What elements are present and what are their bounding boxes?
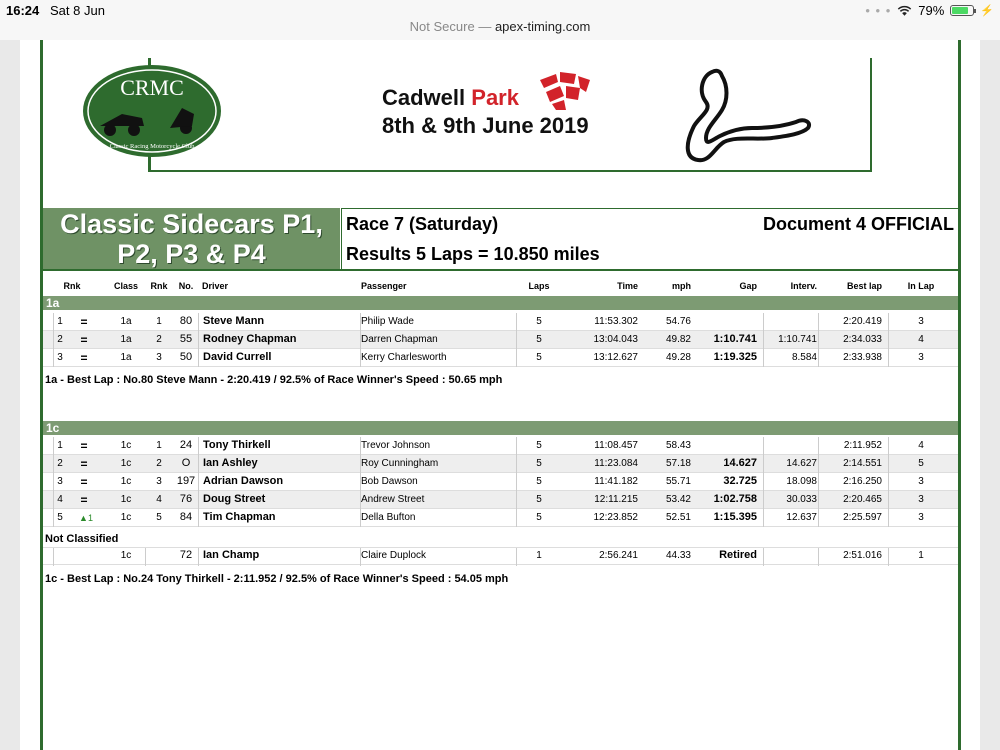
col-passenger: Passenger bbox=[361, 281, 407, 291]
row-gap: 14.627 bbox=[723, 457, 757, 469]
driver-name[interactable]: Steve Mann bbox=[203, 315, 265, 327]
passenger-name: Claire Duplock bbox=[361, 550, 427, 561]
row-class-rank: 1 bbox=[156, 440, 162, 451]
row-number: 84 bbox=[179, 511, 193, 523]
logo-subtitle: Classic Racing Motorcycle Club bbox=[109, 143, 195, 150]
row-best-lap: 2:20.465 bbox=[843, 494, 882, 505]
row-in-lap: 3 bbox=[918, 512, 924, 523]
row-time: 12:11.215 bbox=[594, 494, 638, 505]
row-best-lap: 2:16.250 bbox=[843, 476, 882, 487]
row-in-lap: 5 bbox=[918, 458, 924, 469]
row-gap: 1:19.325 bbox=[713, 351, 757, 363]
row-best-lap: 2:25.597 bbox=[843, 512, 882, 523]
row-interval: 1:10.741 bbox=[778, 334, 817, 345]
passenger-name: Bob Dawson bbox=[361, 476, 418, 487]
chequered-flag-icon bbox=[538, 72, 593, 110]
row-mph: 54.76 bbox=[665, 316, 691, 327]
multitask-dots-icon: • • • bbox=[865, 3, 892, 18]
row-number: 80 bbox=[179, 315, 193, 327]
passenger-name: Della Bufton bbox=[361, 512, 416, 523]
driver-name[interactable]: Tim Chapman bbox=[203, 511, 276, 523]
row-class: 1c bbox=[120, 550, 132, 561]
row-interval: 8.584 bbox=[791, 352, 817, 363]
logo-text: CRMC bbox=[120, 75, 184, 100]
row-gap: 32.725 bbox=[723, 475, 757, 487]
col-gap: Gap bbox=[739, 281, 757, 291]
position-change-icon: = bbox=[80, 351, 88, 365]
row-interval: 12.637 bbox=[786, 512, 817, 523]
address-bar[interactable] bbox=[0, 19, 1000, 34]
col-best-lap: Best lap bbox=[846, 281, 882, 291]
row-best-lap: 2:51.016 bbox=[843, 550, 882, 561]
passenger-name: Darren Chapman bbox=[361, 334, 438, 345]
frame-right bbox=[958, 40, 961, 750]
row-number: 55 bbox=[179, 333, 193, 345]
document-status: Document 4 OFFICIAL bbox=[762, 214, 954, 234]
col-no: No. bbox=[178, 281, 194, 291]
row-status: Retired bbox=[719, 549, 757, 561]
col-class: Class bbox=[113, 281, 139, 291]
row-position: 3 bbox=[57, 476, 63, 487]
row-gap: 1:02.758 bbox=[713, 493, 757, 505]
row-in-lap: 4 bbox=[918, 334, 924, 345]
row-mph: 53.42 bbox=[665, 494, 691, 505]
col-laps: Laps bbox=[528, 281, 550, 291]
class-group-header: 1c bbox=[43, 421, 958, 435]
race-name: Race 7 (Saturday) bbox=[346, 214, 499, 234]
position-change-icon: = bbox=[80, 475, 88, 489]
row-in-lap: 4 bbox=[918, 440, 924, 451]
row-time: 2:56.241 bbox=[599, 550, 638, 561]
col-interval: Interv. bbox=[790, 281, 817, 291]
row-mph: 55.71 bbox=[665, 476, 691, 487]
row-laps: 5 bbox=[536, 476, 542, 487]
row-class: 1a bbox=[120, 352, 132, 363]
row-interval: 18.098 bbox=[786, 476, 817, 487]
row-position: 1 bbox=[57, 316, 63, 327]
row-class-rank: 2 bbox=[156, 458, 162, 469]
row-class-rank: 4 bbox=[156, 494, 162, 505]
row-in-lap: 3 bbox=[918, 316, 924, 327]
browser-status-bar bbox=[0, 0, 1000, 40]
position-change-icon: = bbox=[80, 493, 88, 507]
position-change-icon: = bbox=[80, 457, 88, 471]
row-best-lap: 2:33.938 bbox=[843, 352, 882, 363]
url-host: apex-timing.com bbox=[494, 19, 591, 34]
passenger-name: Kerry Charlesworth bbox=[361, 352, 447, 363]
row-number: O bbox=[181, 457, 191, 469]
battery-icon bbox=[950, 5, 974, 16]
row-class-rank: 1 bbox=[156, 316, 162, 327]
position-change-icon: = bbox=[80, 333, 88, 347]
driver-name[interactable]: Adrian Dawson bbox=[203, 475, 284, 487]
crmc-logo bbox=[82, 64, 222, 158]
row-mph: 44.33 bbox=[665, 550, 691, 561]
row-class: 1c bbox=[120, 476, 132, 487]
row-laps: 5 bbox=[536, 440, 542, 451]
col-rnk: Rnk bbox=[63, 281, 81, 291]
row-position: 2 bbox=[57, 458, 63, 469]
best-lap-summary: 1a - Best Lap : No.80 Steve Mann - 2:20.419 / 92.5% of Race Winner's Speed : 50.65 mph bbox=[45, 374, 503, 386]
row-mph: 52.51 bbox=[665, 512, 691, 523]
charging-icon: ⚡ bbox=[980, 5, 994, 17]
col-driver: Driver bbox=[202, 281, 229, 291]
row-time: 13:04.043 bbox=[593, 334, 638, 345]
row-class: 1c bbox=[120, 512, 132, 523]
page-title: Classic Sidecars P1, P2, P3 & P4 bbox=[43, 208, 340, 269]
row-class-rank: 2 bbox=[156, 334, 162, 345]
divider bbox=[43, 269, 958, 271]
row-laps: 1 bbox=[536, 550, 542, 561]
row-in-lap: 1 bbox=[918, 550, 924, 561]
frame-left bbox=[40, 40, 43, 750]
row-time: 11:23.084 bbox=[594, 458, 638, 469]
table-row[interactable] bbox=[43, 455, 958, 473]
row-class: 1c bbox=[120, 458, 132, 469]
row-time: 11:53.302 bbox=[594, 316, 638, 327]
row-interval: 30.033 bbox=[786, 494, 817, 505]
row-number: 50 bbox=[179, 351, 193, 363]
row-position: 3 bbox=[57, 352, 63, 363]
row-class: 1c bbox=[120, 440, 132, 451]
row-time: 13:12.627 bbox=[593, 352, 638, 363]
row-number: 197 bbox=[176, 475, 196, 487]
row-gap: 1:10.741 bbox=[713, 333, 757, 345]
passenger-name: Andrew Street bbox=[361, 494, 425, 505]
row-position: 2 bbox=[57, 334, 63, 345]
driver-name[interactable]: Doug Street bbox=[203, 493, 266, 505]
class-group-header: 1a bbox=[43, 296, 958, 310]
row-best-lap: 2:34.033 bbox=[843, 334, 882, 345]
row-mph: 58.43 bbox=[665, 440, 691, 451]
row-in-lap: 3 bbox=[918, 476, 924, 487]
row-laps: 5 bbox=[536, 352, 542, 363]
passenger-name: Trevor Johnson bbox=[361, 440, 431, 451]
date: Sat 8 Jun bbox=[50, 3, 105, 18]
system-indicators bbox=[865, 3, 994, 18]
row-position: 1 bbox=[57, 440, 63, 451]
wifi-icon bbox=[897, 5, 912, 17]
col-in-lap: In Lap bbox=[907, 281, 935, 291]
row-best-lap: 2:11.952 bbox=[843, 440, 882, 451]
position-change-icon: = bbox=[80, 315, 88, 329]
row-class: 1c bbox=[120, 494, 132, 505]
race-distance: Results 5 Laps = 10.850 miles bbox=[346, 244, 600, 264]
driver-name[interactable]: Ian Champ bbox=[203, 549, 260, 561]
venue-title: Cadwell Park bbox=[382, 85, 519, 110]
battery-percent: 79% bbox=[918, 3, 945, 18]
best-lap-summary: 1c - Best Lap : No.24 Tony Thirkell - 2:11.952 / 92.5% of Race Winner's Speed : 54.05 mph bbox=[45, 573, 509, 585]
row-laps: 5 bbox=[536, 458, 542, 469]
row-number: 72 bbox=[179, 549, 193, 561]
clock: 16:24 bbox=[6, 3, 40, 18]
row-number: 76 bbox=[179, 493, 193, 505]
row-time: 12:23.852 bbox=[593, 512, 638, 523]
col-class-rnk: Rnk bbox=[150, 281, 168, 291]
row-class-rank: 5 bbox=[156, 512, 162, 523]
row-laps: 5 bbox=[536, 316, 542, 327]
position-up-icon: ▲1 bbox=[79, 513, 93, 523]
row-laps: 5 bbox=[536, 334, 542, 345]
row-mph: 49.82 bbox=[665, 334, 691, 345]
driver-name[interactable]: Ian Ashley bbox=[203, 457, 258, 469]
row-interval: 14.627 bbox=[786, 458, 817, 469]
row-laps: 5 bbox=[536, 512, 542, 523]
driver-name[interactable]: Tony Thirkell bbox=[203, 439, 271, 451]
driver-name[interactable]: David Currell bbox=[203, 351, 272, 363]
not-classified-label: Not Classified bbox=[45, 533, 119, 545]
event-dates: 8th & 9th June 2019 bbox=[382, 113, 589, 138]
row-number: 24 bbox=[179, 439, 193, 451]
row-position: 5 bbox=[57, 512, 63, 523]
row-in-lap: 3 bbox=[918, 494, 924, 505]
track-map-icon bbox=[676, 62, 816, 164]
passenger-name: Roy Cunningham bbox=[361, 458, 439, 469]
passenger-name: Philip Wade bbox=[361, 316, 414, 327]
row-class-rank: 3 bbox=[156, 476, 162, 487]
row-position: 4 bbox=[57, 494, 63, 505]
row-gap: 1:15.395 bbox=[713, 511, 757, 523]
security-label: Not Secure — bbox=[409, 19, 492, 34]
row-mph: 57.18 bbox=[665, 458, 691, 469]
row-class-rank: 3 bbox=[156, 352, 162, 363]
row-laps: 5 bbox=[536, 494, 542, 505]
row-time: 11:41.182 bbox=[594, 476, 638, 487]
row-time: 11:08.457 bbox=[594, 440, 638, 451]
row-class: 1a bbox=[120, 334, 132, 345]
position-change-icon: = bbox=[80, 439, 88, 453]
driver-name[interactable]: Rodney Chapman bbox=[203, 333, 297, 345]
row-class: 1a bbox=[120, 316, 132, 327]
col-mph: mph bbox=[672, 281, 691, 291]
row-best-lap: 2:14.551 bbox=[843, 458, 882, 469]
row-in-lap: 3 bbox=[918, 352, 924, 363]
row-mph: 49.28 bbox=[665, 352, 691, 363]
col-time: Time bbox=[617, 281, 638, 291]
row-best-lap: 2:20.419 bbox=[843, 316, 882, 327]
